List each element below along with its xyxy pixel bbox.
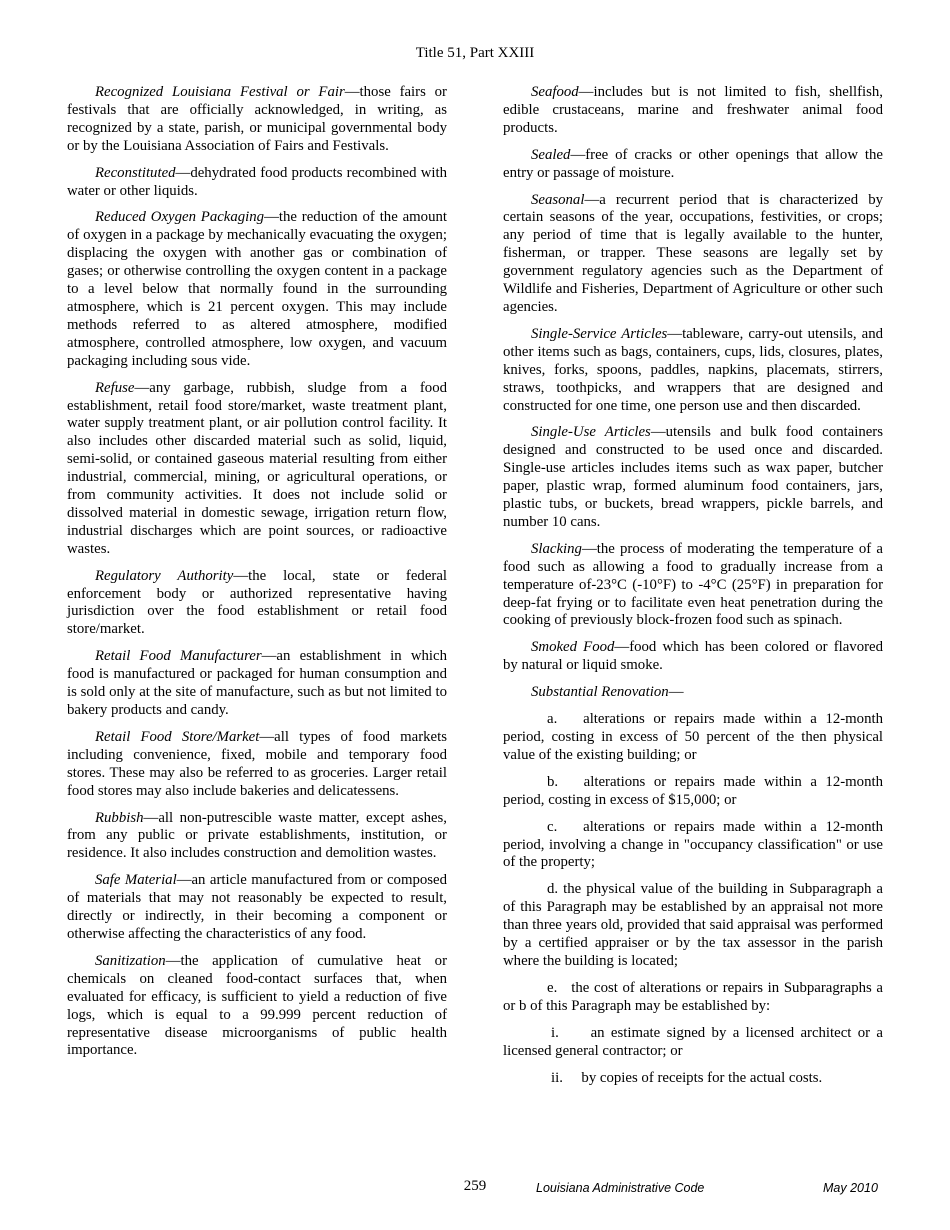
definition-text: an establishment in which food is manufactured or packaged for human consumption and is sold only at the site of manufacture, such as but not limited to bakery products and candy. [67,648,447,718]
renovation-item-text: the cost of alterations or repairs in Subparagraphs a or b of this Paragraph may be established by: [503,979,883,1014]
definition-term: Safe Material [95,872,177,889]
definition-term: Smoked Food [531,639,615,656]
definition-text: the process of moderating the temperature of a food such as allowing a food to gradually increase from a temperature of-23°C (-10°F) to -4°C (25°F) in preparation for deep-fat frying or to facilitate even heat penetration during the cooking of previously block-frozen food such as spinach. [503,540,883,629]
definition-term: Recognized Louisiana Festival or Fair [95,84,345,100]
page-header-title: Title 51, Part XXIII [415,45,535,61]
renovation-item-text: alterations or repairs made within a 12-month period, costing in excess of 50 percent of the then physical value of the existing building; or [503,711,883,763]
roman-item-label: i. [551,1024,559,1041]
roman-item [503,1025,883,1061]
definition-paragraph: Safe Material—an article manufactured from or composed of materials that may not reasonably be expected to result, directly or indirectly, in their becoming a component or otherwise affecting the characteristics of any food. [67,872,447,942]
definition-term: Sanitization [95,952,166,969]
definition-text: all non-putrescible waste matter, except ashes, from any public or private establishments, institution, or residence. It also includes construction and demolition wastes. [67,809,447,862]
definition-text: the reduction of the amount of oxygen in a package by mechanically evacuating the oxygen; displacing the oxygen with another gas or combination of gases; or otherwise controlling the oxygen content in a package to a level below that normally found in the surrounding atmosphere, which is 21 percent oxygen. This may include methods referred to as altered atmosphere, modified atmosphere, controlled atmosphere, low oxygen, and vacuum packaging including sous vide. [67,209,447,369]
definition-text: a recurrent period that is characterized by certain seasons of the year, occupations, festivities, or crops; any period of time that is legally available to the hunter, fisherman, or trapper. These seasons are legally set by government regulatory agencies such as the Department of Wildlife and Fisheries, Department of Agriculture or other such agencies. [503,191,883,315]
definition-text: food which has been colored or flavored by natural or liquid smoke. [503,639,883,674]
definition-paragraph: Substantial Renovation— [531,684,684,701]
renovation-item-label: c. [547,818,558,835]
roman-item [503,1070,883,1088]
left-column [67,84,447,1069]
definition-text: dehydrated food products recombined with water or other liquids. [67,164,447,199]
definition-term: Single-Service Articles [531,325,668,342]
definition-term: Refuse [95,379,135,396]
definition-paragraph: Refuse—any garbage, rubbish, sludge from a food establishment, retail food store/market, waste treatment plant, water supply treatment plant, or air pollution control facility. It also includes other discarded material such as solid, liquid, semi-solid, or contained gaseous material resulting from either industrial, commercial, mining, or agricultural operations, or from community activities. It does not include solid or dissolved material in domestic sewage, irrigation return flow, industrial discharges which are point sources, or radioactive wastes. [67,379,447,557]
roman-item-text: by copies of receipts for the actual costs. [581,1069,823,1086]
definition-term: Single-Use Articles [531,424,651,441]
definition-text: the local, state or federal enforcement body or authorized representative having jurisdiction over the food establishment or retail food store/market. [67,567,448,638]
definition-paragraph: Retail Food Manufacturer—an establishment in which food is manufactured or packaged for human consumption and is sold only at the site of manufacture, such as but not limited to bakery products and candy. [67,648,447,718]
definition-paragraph: Retail Food Store/Market—all types of food markets including convenience, fixed, mobile and temporary food stores. These may also be referred to as groceries. Larger retail food stores may also include bakeries and delicatessens. [67,728,447,799]
definition-text: includes but is not limited to fish, shellfish, edible crustaceans, marine and freshwater animal food products. [503,84,883,136]
definition-term: Sealed [531,146,571,163]
renovation-item-label: e. [547,979,558,996]
renovation-item [503,980,883,1016]
definition-paragraph: Rubbish—all non-putrescible waste matter, except ashes, from any public or private establishments, institution, or residence. It also includes construction and demolition wastes. [67,809,447,862]
renovation-item-text: alterations or repairs made within a 12-month period, involving a change in "occupancy classification" or use of the property; [503,818,883,871]
definition-term: Retail Food Store/Market [95,728,260,745]
renovation-item [503,711,883,765]
renovation-item-label: d. [547,881,559,898]
page-number: 259 [463,1178,487,1194]
renovation-item-text: the physical value of the building in Subparagraph a of this Paragraph may be established by an appraisal not more than three years old, provided that said appraisal was performed by a certified appraiser or by the tax assessor in the parish where the building is located; [503,881,883,969]
definition-text: the application of cumulative heat or chemicals on cleaned food-contact surfaces that, when evaluated for efficacy, is sufficient to yield a reduction of five logs, which is equal to a 99.999 percent reduction of representative disease microorganisms of public health importance. [67,952,447,1059]
definition-paragraph: Reconstituted—dehydrated food products recombined with water or other liquids. [67,164,447,199]
definition-text: free of cracks or other openings that allow the entry or passage of moisture. [503,146,883,181]
roman-item-label: ii. [551,1069,563,1086]
renovation-item [503,819,883,873]
definition-text: utensils and bulk food containers designed and constructed to be used once and discarded. Single-use articles includes items such as wax paper, butcher paper, plastic wrap, formed aluminum food containers, jars, plastic tubs, or buckets, bread wrappers, pickle barrels, and number 10 cans. [503,424,883,530]
definition-term: Reduced Oxygen Packaging [95,209,265,226]
definition-term: Seafood [531,84,579,100]
definition-text: an article manufactured from or composed of materials that may not reasonably be expected to result, directly or indirectly, in their becoming a component or otherwise affecting the characteristics of any food. [67,872,447,942]
publication-name: Louisiana Administrative Code [536,1181,705,1195]
definition-paragraph: Smoked Food—food which has been colored or flavored by natural or liquid smoke. [503,639,883,674]
definition-term: Retail Food Manufacturer [95,648,262,665]
definition-text: tableware, carry-out utensils, and other items such as bags, containers, cups, lids, closures, plates, knives, forks, spoons, paddles, napkins, placemats, stirrers, straws, toothpicks, and wrappers that are designed and constructed for one time, one person use and then discarded. [503,325,883,414]
definition-term: Slacking [531,540,582,557]
definition-paragraph: Seafood—includes but is not limited to fish, shellfish, edible crustaceans, marine and freshwater animal food products. [503,84,883,136]
definition-text: all types of food markets including convenience, fixed, mobile and temporary food stores. These may also be referred to as groceries. Larger retail food stores may also include bakeries and delicatessens. [67,728,447,799]
definition-term: Seasonal [531,191,585,208]
definition-term: Regulatory Authority [95,567,234,584]
definition-paragraph: Slacking—the process of moderating the temperature of a food such as allowing a food to gradually increase from a temperature of-23°C (-10°F) to -4°C (25°F) in preparation for deep-fat frying or to facilitate even heat penetration during the cooking of previously block-frozen food such as spinach. [503,540,883,629]
definition-paragraph: Sealed—free of cracks or other openings that allow the entry or passage of moisture. [503,146,883,181]
definition-paragraph: Single-Use Articles—utensils and bulk food containers designed and constructed to be used once and discarded. Single-use articles includes items such as wax paper, butcher paper, plastic wrap, formed aluminum food containers, jars, plastic tubs, or buckets, bread wrappers, pickle barrels, and number 10 cans. [503,424,883,530]
renovation-item [503,881,883,971]
renovation-item-text: alterations or repairs made within a 12-month period, costing in excess of $15,000; or [503,773,883,808]
renovation-item [503,774,883,810]
definition-paragraph: Seasonal—a recurrent period that is characterized by certain seasons of the year, occupations, festivities, or crops; any period of time that is legally available to the hunter, fisherman, or trapper. These seasons are legally set by government regulatory agencies such as the Department of Wildlife and Fisheries, Department of Agriculture or other such agencies. [503,191,883,315]
roman-item-text: an estimate signed by a licensed architect or a licensed general contractor; or [503,1024,883,1059]
right-column [503,84,883,1096]
definition-paragraph: Single-Service Articles—tableware, carry-out utensils, and other items such as bags, containers, cups, lids, closures, plates, knives, forks, spoons, paddles, napkins, placemats, stirrers, straws, toothpicks, and wrappers that are designed and constructed for one time, one person use and then discarded. [503,325,883,414]
definition-term: Rubbish [95,809,144,826]
renovation-item-label: b. [547,773,559,790]
definition-paragraph: Recognized Louisiana Festival or Fair—those fairs or festivals that are officially acknowledged, in writing, as recognized by a state, parish, or municipal governmental body or by the Louisiana Association of Fairs and Festivals. [67,84,447,154]
definition-paragraph: Regulatory Authority—the local, state or federal enforcement body or authorized representative having jurisdiction over the food establishment or retail food store/market. [67,567,448,638]
publication-date: May 2010 [823,1181,878,1195]
definition-term: Reconstituted [95,164,176,181]
definition-paragraph: Reduced Oxygen Packaging—the reduction of the amount of oxygen in a package by mechanically evacuating the oxygen; displacing the oxygen with another gas or combination of gases; or otherwise controlling the oxygen content in a package to a level below that normally found in the surrounding atmosphere, which is 21 percent oxygen. This may include methods referred to as altered atmosphere, modified atmosphere, controlled atmosphere, low oxygen, and vacuum packaging including sous vide. [67,209,447,369]
definition-text: those fairs or festivals that are officially acknowledged, in writing, as recognized by a state, parish, or municipal governmental body or by the Louisiana Association of Fairs and Festivals. [67,84,447,154]
definition-term: Substantial Renovation [531,684,669,701]
definition-text: any garbage, rubbish, sludge from a food establishment, retail food store/market, waste treatment plant, water supply treatment plant, or air pollution control facility. It also includes other discarded material such as solid, liquid, semi-solid, or contained gaseous material resulting from either industrial, commercial, mining, or agricultural operations, or from community activities. It does not include solid or dissolved material in domestic sewage, irrigation return flow, industrial discharges which are point sources, or radioactive wastes. [67,379,447,557]
definition-paragraph: Sanitization—the application of cumulative heat or chemicals on cleaned food-contact surfaces that, when evaluated for efficacy, is sufficient to yield a reduction of five logs, which is equal to a 99.999 percent reduction of representative disease microorganisms of public health importance. [67,952,447,1059]
renovation-item-label: a. [547,711,558,728]
